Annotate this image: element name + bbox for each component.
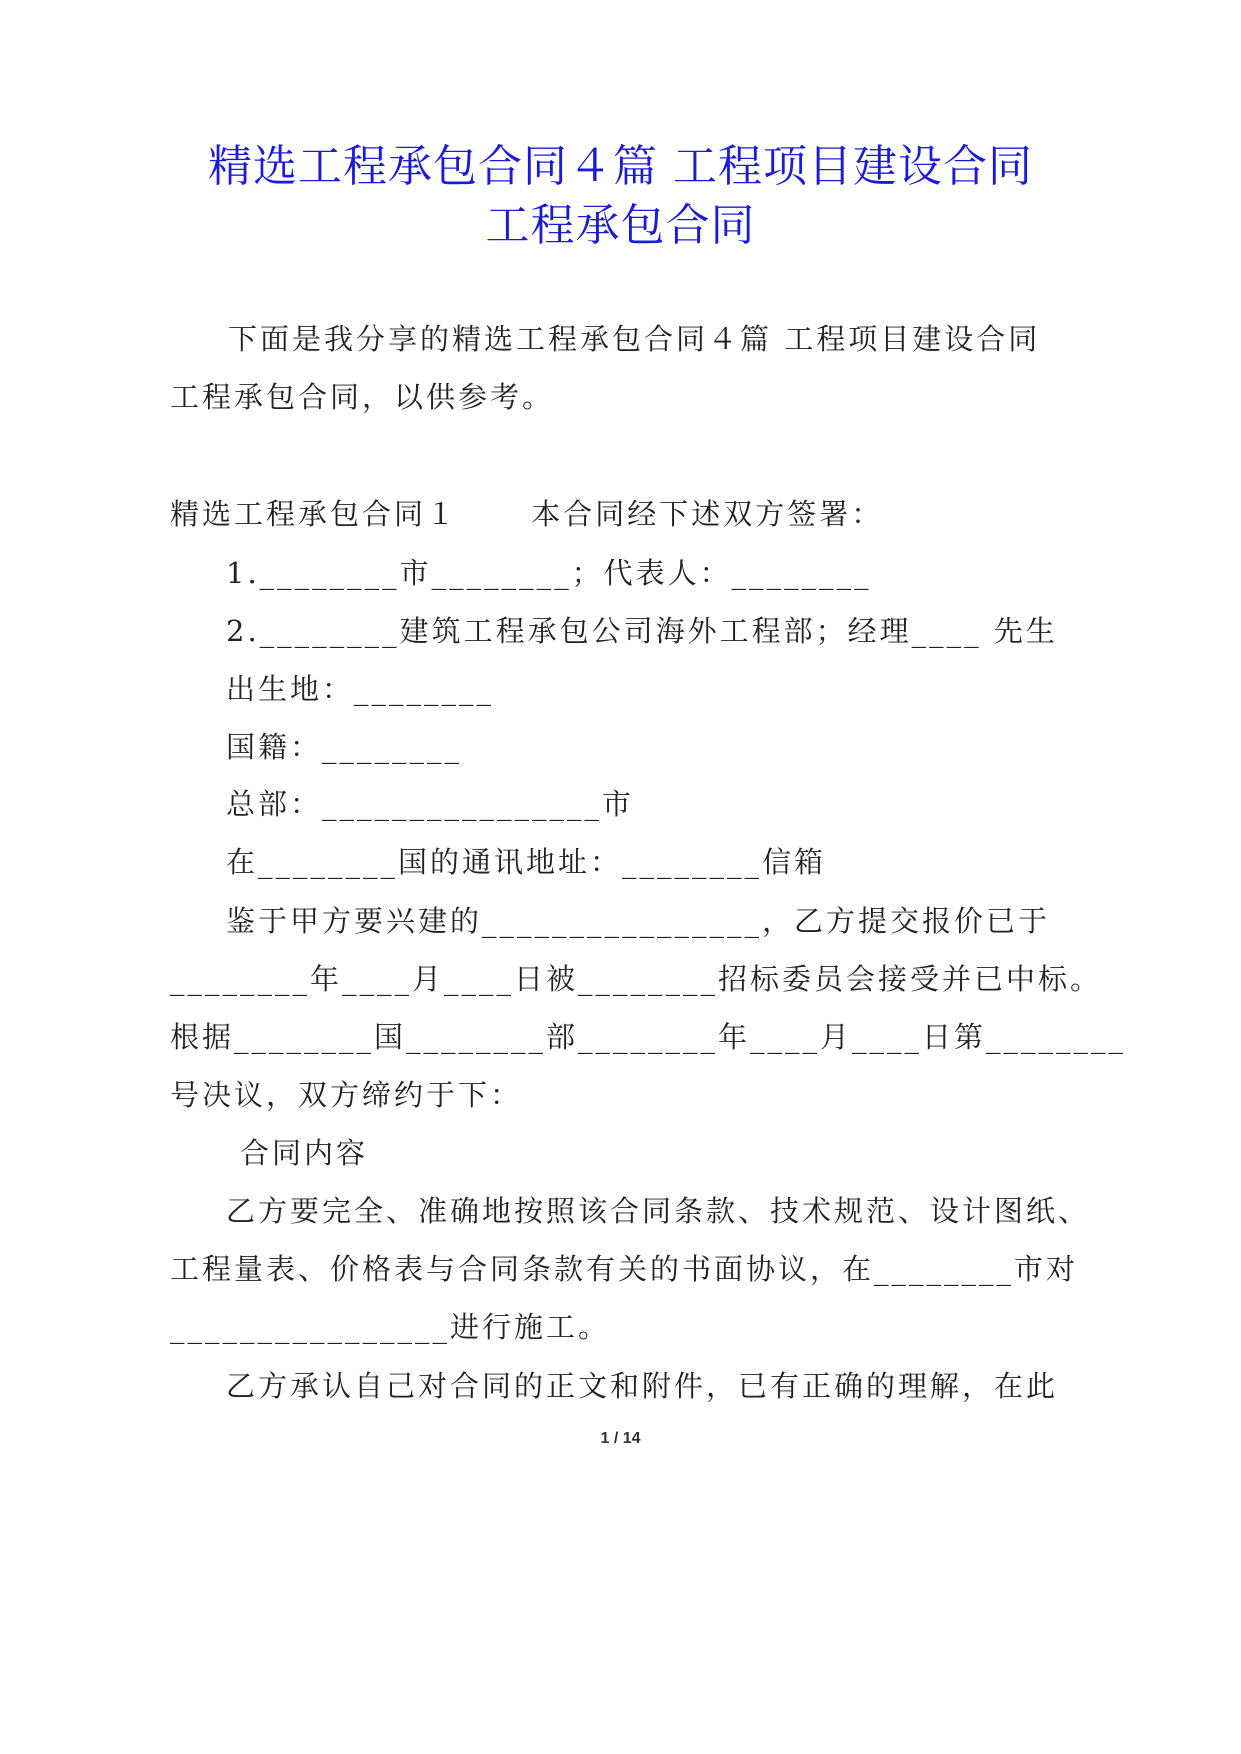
nationality-line: 国籍：________ [226, 730, 463, 764]
paragraph-1-line-4: 号决议，双方缔约于下： [170, 1078, 523, 1112]
birthplace-line: 出生地：________ [226, 672, 495, 706]
paragraph-2-line-2: 工程量表、价格表与合同条款有关的书面协议，在________市对 [170, 1252, 1079, 1286]
intro-paragraph-line-1: 下面是我分享的精选工程承包合同４篇 工程项目建设合同 [228, 322, 1041, 356]
intro-paragraph-line-2: 工程承包合同，以供参考。 [170, 380, 555, 414]
party-2-line: 2.________建筑工程承包公司海外工程部；经理____ 先生 [226, 614, 1058, 648]
paragraph-2-line-3: ________________进行施工。 [170, 1310, 611, 1344]
paragraph-2-line-1: 乙方要完全、准确地按照该合同条款、技术规范、设计图纸、 [226, 1194, 1091, 1228]
headquarters-line: 总部：________________市 [226, 787, 635, 821]
party-1-line: 1.________市________；代表人：________ [226, 556, 872, 590]
section-1-heading: 精选工程承包合同１ 本合同经下述双方签署： [170, 497, 884, 531]
address-line: 在________国的通讯地址：________信箱 [226, 845, 827, 879]
contract-content-heading: 合同内容 [240, 1136, 369, 1170]
paragraph-1-line-1: 鉴于甲方要兴建的________________，乙方提交报价已于 [226, 904, 1051, 938]
document-title-line-1: 精选工程承包合同４篇 工程项目建设合同 [208, 141, 1033, 192]
document-title-line-2: 工程承包合同 [485, 200, 756, 251]
page-number: 1 / 14 [600, 1430, 641, 1447]
paragraph-1-line-2: ________年____月____日被________招标委员会接受并已中标。 [170, 962, 1103, 996]
paragraph-1-line-3: 根据________国________部________年____月____日第________ [170, 1020, 1127, 1054]
paragraph-3-line-1: 乙方承认自己对合同的正文和附件，已有正确的理解，在此 [226, 1369, 1059, 1403]
